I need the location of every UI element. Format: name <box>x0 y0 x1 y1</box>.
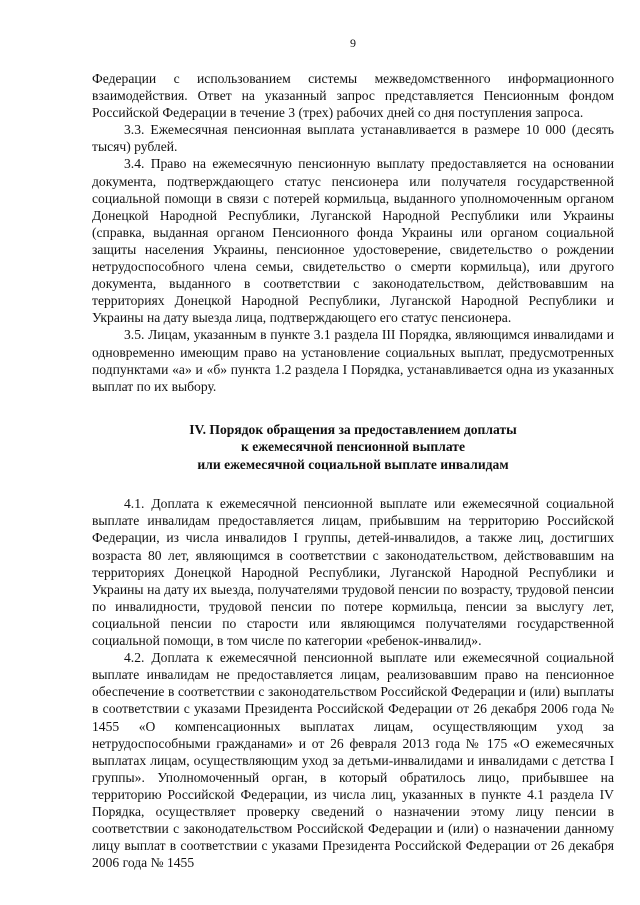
paragraph-3-5: 3.5. Лицам, указанным в пункте 3.1 раздела III Порядка, являющимся инвалидами и одновременно имеющим право на установление социальных выплат, предусмотренных подпунктами «а» и «б» пункта 1.2 раздела I Порядка, устанавливается одна из указанных выплат по их выбору. <box>92 327 614 394</box>
paragraphs-top <box>92 70 614 395</box>
section-heading-line-2: к ежемесячной пенсионной выплате <box>241 439 465 455</box>
section-heading-line-1: IV. Порядок обращения за предоставлением доплаты <box>189 421 517 437</box>
section-heading <box>92 421 614 474</box>
paragraph-4-1: 4.1. Доплата к ежемесячной пенсионной выплате или ежемесячной социальной выплате инвалидам предоставляется лицам, прибывшим на территорию Российской Федерации, из числа инвалидов I группы, детей-инвалидов, а также лиц, достигших возраста 80 лет, являющимся в соответствии с законодательством, действовавшим на территориях Донецкой Народной Республики, Луганской Народной Республики и Украины на дату их выезда, получателями трудовой пенсии по возрасту, трудовой пенсии по инвалидности, трудовой пенсии по потере кормильца, пенсии за выслугу лет, социальной пенсии по старости или являющимся получателями государственной социальной помощи, в том числе по категории «ребенок-инвалид». <box>92 496 614 649</box>
paragraphs-bottom <box>92 495 614 871</box>
paragraph-3-3: 3.3. Ежемесячная пенсионная выплата устанавливается в размере 10 000 (десять тысяч) рублей. <box>92 122 614 155</box>
paragraph-4-2: 4.2. Доплата к ежемесячной пенсионной выплате или ежемесячной социальной выплате инвалидам не предоставляется лицам, реализовавшим право на пенсионное обеспечение в соответствии с законодательством Российской Федерации и (или) выплаты в соответствии с указами Президента Российской Федерации от 26 декабря 2006 года № 1455 «О компенсационных выплатах лицам, осуществляющим уход за нетрудоспособными гражданами» и от 26 февраля 2013 года № 175 «О ежемесячных выплатах лицам, осуществляющим уход за детьми-инвалидами и инвалидами с детства I группы». Уполномоченный орган, в который обратилось лицо, прибывшее на территорию Российской Федерации, из числа лиц, указанных в пункте 4.1 раздела IV Порядка, осуществляет проверку сведений о назначении этому лицу пенсии в соответствии с законодательством Российской Федерации и (или) о назначении данному лицу выплат в соответствии с указами Президента Российской Федерации от 26 декабря 2006 года № 1455 <box>92 650 614 871</box>
page-number: 9 <box>350 36 356 50</box>
paragraph-3-4: 3.4. Право на ежемесячную пенсионную выплату предоставляется на основании документа, подтверждающего статус пенсионера или получателя государственной социальной помощи в связи с потерей кормильца, выданного уполномоченным органом Донецкой Народной Республики, Луганской Народной Республики или Украины (справка, выданная органом Пенсионного фонда Украины или органом социальной защиты населения Украины, пенсионное удостоверение, свидетельство о рождении нетрудоспособного члена семьи, свидетельство о смерти кормильца), или другого документа, выданного в соответствии с законодательством, действовавшим на территориях Донецкой Народной Республики, Луганской Народной Республики и Украины на дату выезда лица, подтверждающего его статус пенсионера. <box>92 156 614 326</box>
section-heading-line-3: или ежемесячной социальной выплате инвалидам <box>197 456 509 472</box>
paragraph-continuation: Федерации с использованием системы межведомственного информационного взаимодействия. Ответ на указанный запрос представляется Пенсионным фондом Российской Федерации в течение 3 (трех) рабочих дней со дня поступления запроса. <box>92 71 614 121</box>
